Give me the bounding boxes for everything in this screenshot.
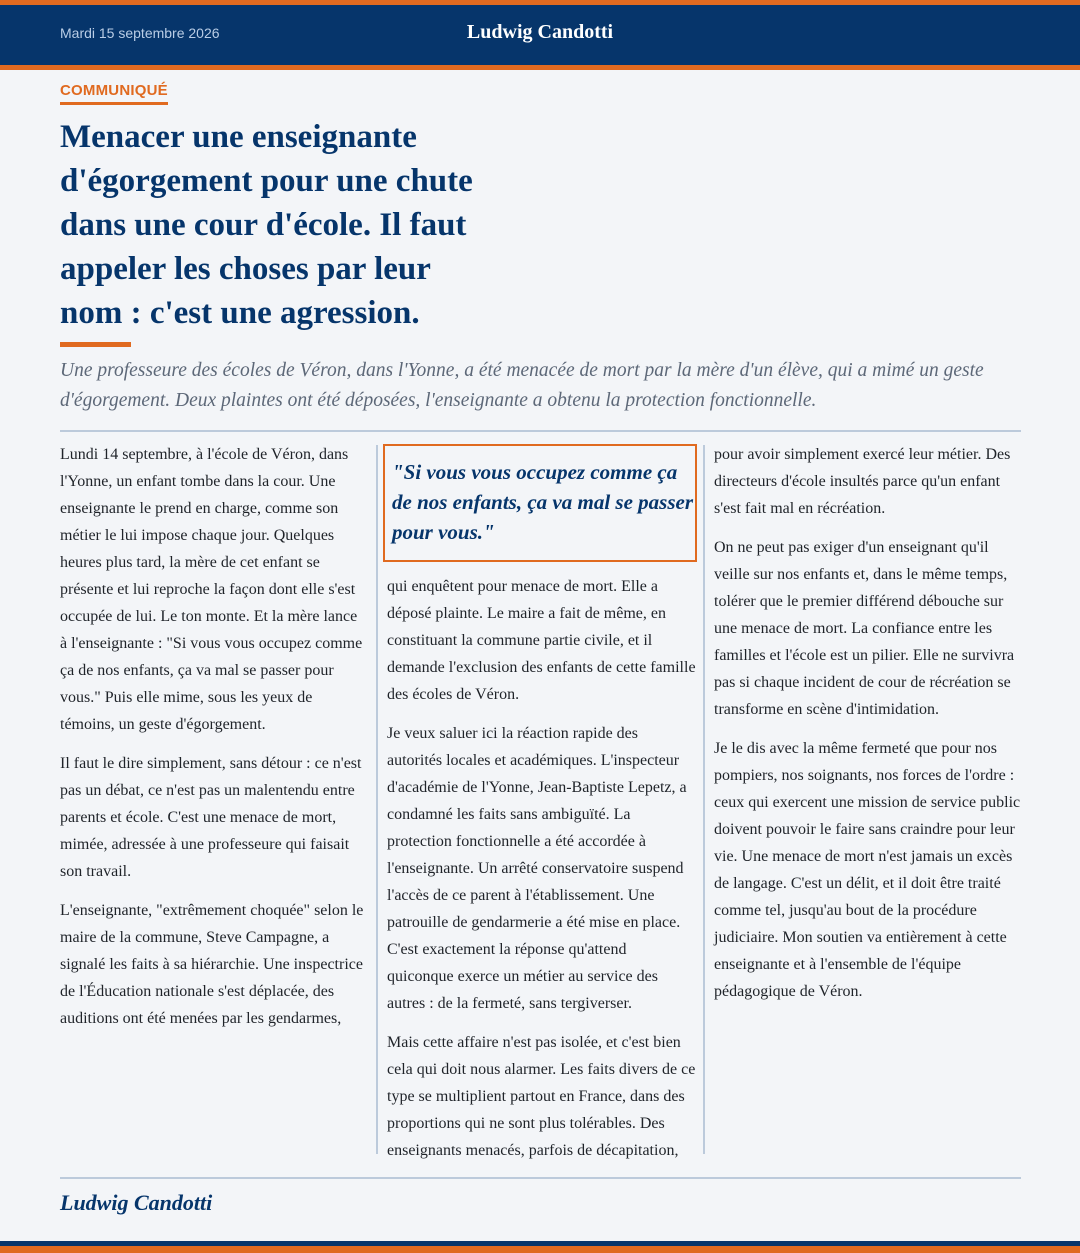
lede-divider [60,430,1021,432]
headline-accent-rule [60,342,131,347]
article-lede: Une professeure des écoles de Véron, dans l'Yonne, a été menacée de mort par la mère d'un élève, qui a mimé un geste d'égorgement. Deux plaintes ont été déposées, l'enseignante a obtenu la protection fonctionnelle. [60,360,984,411]
paragraph: Je le dis avec la même fermeté que pour nos pompiers, nos soignants, nos forces de l'ordre : ceux qui exercent une mission de service public doivent pouvoir le faire sans craindre pour leur vie. Une menace de mort n'est jamais un excès de langage. C'est un délit, et il doit être traité comme tel, jusqu'au bout de la procédure judiciaire. Mon soutien va entièrement à cette enseignante et à l'ensemble de l'équipe pédagogique de Véron. [714,740,1021,1000]
footer-divider [60,1177,1021,1179]
paragraph: L'enseignante, "extrêmement choquée" selon le maire de la commune, Steve Campagne, a signalé les faits à sa hiérarchie. Une inspectrice de l'Éducation nationale s'est déplacée, des auditions ont été menées par les gendarmes, [60,902,364,1027]
category-label: COMMUNIQUÉ [60,82,168,105]
paragraph: Il faut le dire simplement, sans détour : ce n'est pas un débat, ce n'est pas un malentendu entre parents et école. C'est une menace de mort, mimée, adressée à une professeure qui faisait son travail. [60,755,362,880]
author-signature: Ludwig Candotti [60,1190,213,1215]
paragraph: Mais cette affaire n'est pas isolée, et c'est bien cela qui doit nous alarmer. Les faits divers de ce type se multiplient partout en France, dans des proportions qui ne sont plus tolérables. Des enseignants menacés, parfois de décapitation, [387,1034,696,1159]
pull-quote: "Si vous vous occupez comme ça de nos enfants, ça va mal se passer pour vous." [392,460,693,544]
paragraph: Lundi 14 septembre, à l'école de Véron, dans l'Yonne, un enfant tombe dans la cour. Une enseignante le prend en charge, comme son métier le lui impose chaque jour. Quelques heures plus tard, la mère de cet enfant se présente et lui reproche la façon dont elle s'est occupée de lui. Le ton monte. Et la mère lance à l'enseignante : "Si vous vous occupez comme ça de nos enfants, ça va mal se passer pour vous." Puis elle mime, sous les yeux de témoins, un geste d'égorgement. [60,446,363,733]
article-column-3 [714,441,1022,1017]
article-column-2 [387,573,697,1176]
pull-quote-box [383,444,697,562]
column-divider [376,445,378,1154]
footer-bar [0,1241,1080,1253]
paragraph: On ne peut pas exiger d'un enseignant qu'il veille sur nos enfants et, dans le même temps, tolérer que le premier différend débouche sur une menace de mort. La confiance entre les familles et l'école est un pilier. Elle ne survivra pas si chaque incident de cour de récréation se transforme en scène d'intimidation. [714,539,1015,718]
article-column-1 [60,441,366,1044]
paragraph: pour avoir simplement exercé leur métier. Des directeurs d'école insultés parce qu'un enfant s'est fait mal en récréation. [714,446,1011,517]
header-date: Mardi 15 septembre 2026 [60,25,220,41]
paragraph: Je veux saluer ici la réaction rapide des autorités locales et académiques. L'inspecteur d'académie de l'Yonne, Jean-Baptiste Lepetz, a condamné les faits sans ambiguïté. La protection fonctionnelle a été accordée à l'enseignante. Un arrêté conservatoire suspend l'accès de ce parent à l'établissement. Une patrouille de gendarmerie a été mise en place. C'est exactement la réponse qu'attend quiconque exerce un métier au service des autres : de la fermeté, sans tergiverser. [387,725,687,1012]
header-author: Ludwig Candotti [466,21,614,43]
column-divider [703,445,705,1154]
article-headline: Menacer une enseignante d'égorgement pour une chute dans une cour d'école. Il faut appeler les choses par leur nom : c'est une agression. [60,119,473,331]
header-bar [0,0,1080,70]
paragraph: qui enquêtent pour menace de mort. Elle a déposé plainte. Le maire a fait de même, en constituant la commune partie civile, et il demande l'exclusion des enfants de cette famille des écoles de Véron. [387,578,696,703]
